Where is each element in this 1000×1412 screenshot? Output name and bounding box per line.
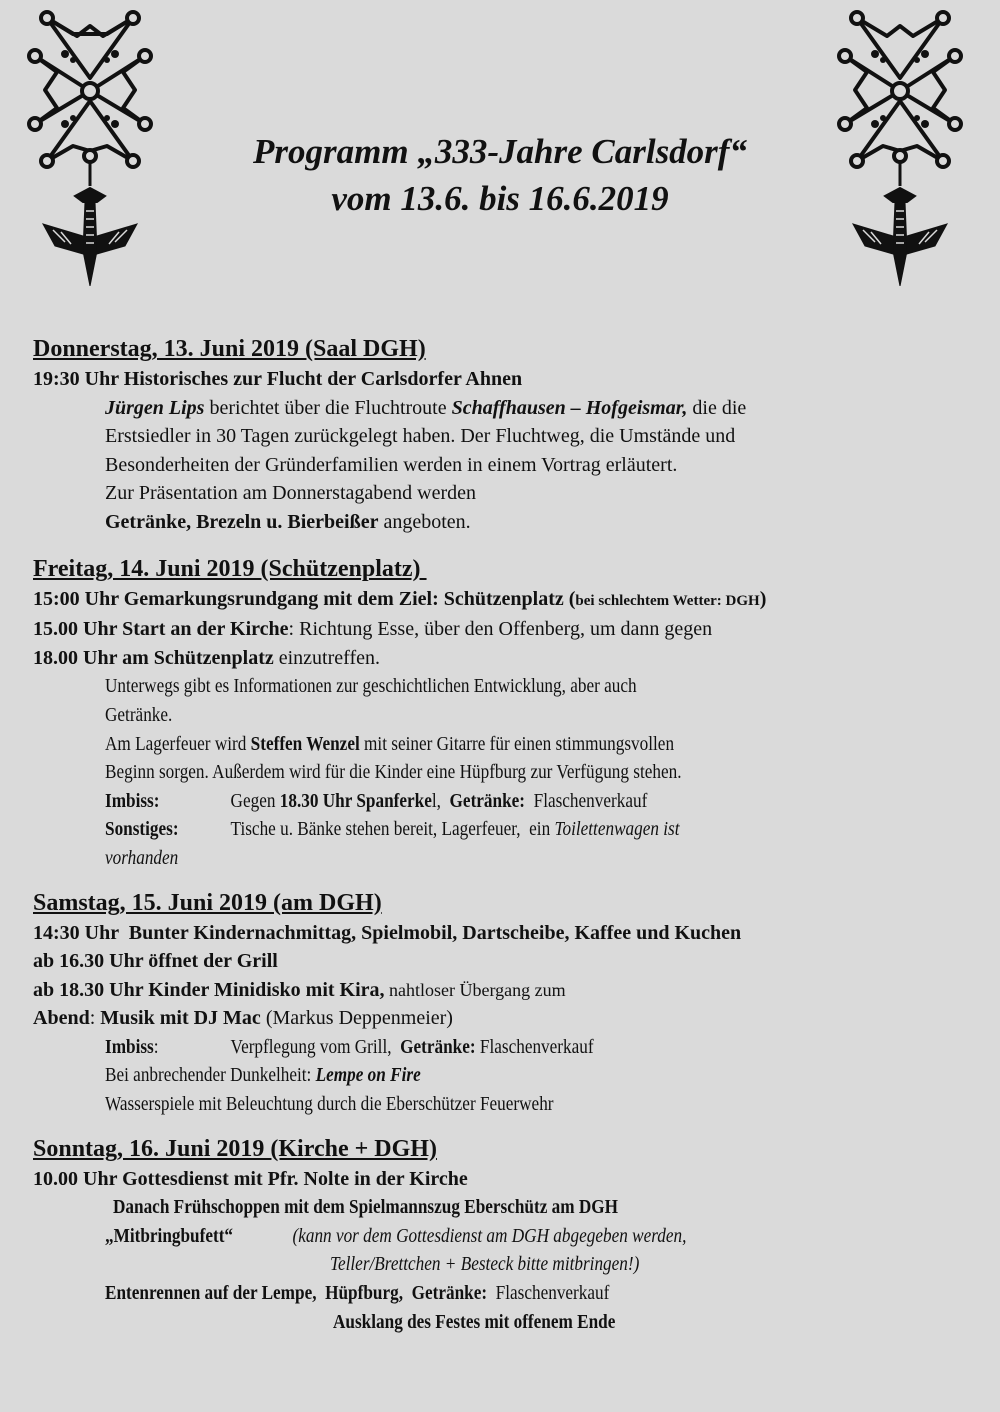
event-line: [105, 1279, 609, 1308]
event-line: Wasserspiele mit Beleuchtung durch die Eberschützer Feuerwehr: [105, 1093, 554, 1116]
text: 18.00 Uhr am Schützenplatz: [33, 646, 274, 669]
text: Entenrennen auf der Lempe, Hüpfburg, Getränke:: [105, 1282, 488, 1305]
text: die die: [687, 396, 747, 419]
text: Flaschenverkauf: [475, 1035, 594, 1058]
day-heading: Sonntag, 16. Juni 2019 (Kirche + DGH): [33, 1135, 437, 1162]
day-section-friday: [33, 553, 983, 873]
huguenot-cross-icon: [25, 6, 155, 286]
program-content: [33, 333, 983, 1336]
snack-line: [105, 787, 647, 816]
text: bei schlechtem Wetter: DGH: [575, 592, 760, 609]
title-line-2: vom 13.6. bis 16.6.2019: [331, 179, 669, 218]
event-line: [105, 1061, 421, 1090]
event-line: [33, 508, 983, 537]
text: :: [153, 1035, 159, 1058]
event-line: [33, 394, 983, 423]
text: Getränke, Brezeln u. Bierbeißer: [105, 510, 379, 533]
day-heading: Freitag, 14. Juni 2019 (Schützenplatz): [33, 555, 427, 582]
route: Schaffhausen – Hofgeismar,: [451, 396, 688, 419]
event-line: [33, 1004, 983, 1033]
page-title: [150, 128, 850, 222]
text: 18.30 Uhr Spanferke: [279, 789, 432, 812]
text: 15:00 Uhr Gemarkungsrundgang mit dem Ziel: Schützenplatz (: [33, 587, 576, 610]
text: Flaschenverkauf: [487, 1282, 610, 1305]
speaker-name: Jürgen Lips: [105, 396, 205, 419]
event-line: [33, 615, 983, 644]
event-line: Besonderheiten der Gründerfamilien werden in einem Vortrag erläutert.: [105, 453, 678, 476]
day-section-sunday: [33, 1133, 983, 1337]
label: Imbiss: [105, 1035, 154, 1058]
day-section-saturday: [33, 887, 983, 1119]
text: Am Lagerfeuer wird: [105, 732, 251, 755]
text: Musik mit DJ Mac: [100, 1007, 261, 1030]
text: (Markus Deppenmeier): [260, 1007, 453, 1030]
text: angeboten.: [378, 510, 471, 533]
performer-name: Steffen Wenzel: [250, 732, 360, 755]
event-line: Danach Frühschoppen mit dem Spielmannszug Eberschütz am DGH: [113, 1196, 619, 1219]
event-line: 19:30 Uhr Historisches zur Flucht der Carlsdorfer Ahnen: [33, 368, 523, 390]
misc-line: [105, 815, 680, 844]
event-line: Teller/Brettchen + Besteck bitte mitbringen!): [330, 1253, 640, 1276]
event-line: Zur Präsentation am Donnerstagabend werden: [105, 482, 476, 505]
event-line: Beginn sorgen. Außerdem wird für die Kinder eine Hüpfburg zur Verfügung stehen.: [105, 761, 682, 784]
text: Toilettenwagen ist: [554, 818, 680, 841]
text: (kann vor dem Gottesdienst am DGH abgegeben werden,: [292, 1224, 687, 1247]
event-line: 10.00 Uhr Gottesdienst mit Pfr. Nolte in der Kirche: [33, 1167, 468, 1190]
day-heading: Samstag, 15. Juni 2019 (am DGH): [33, 889, 382, 916]
event-line: Unterwegs gibt es Informationen zur geschichtlichen Entwicklung, aber auch: [105, 675, 637, 698]
event-line: [105, 1222, 686, 1251]
text: Abend: [33, 1007, 90, 1030]
text: Tische u. Bänke stehen bereit, Lagerfeuer, ein: [230, 818, 555, 841]
event-line: [105, 730, 674, 759]
label: Sonstiges:: [105, 818, 179, 841]
text: mit seiner Gitarre für einen stimmungsvollen: [359, 732, 675, 755]
text: ): [759, 587, 767, 610]
text: ab 18.30 Uhr Kinder Minidisko mit Kira,: [33, 978, 385, 1001]
event-line: [33, 585, 983, 616]
text: Getränke:: [449, 789, 526, 812]
text: Gegen: [230, 789, 280, 812]
text: Flaschenverkauf: [525, 789, 648, 812]
event-name: Lempe on Fire: [315, 1064, 421, 1087]
text: Getränke:: [400, 1035, 476, 1058]
event-line: [33, 644, 983, 673]
event-line: 14:30 Uhr Bunter Kindernachmittag, Spielmobil, Dartscheibe, Kaffee und Kuchen: [33, 921, 742, 944]
text: Bei anbrechender Dunkelheit:: [105, 1064, 316, 1087]
text: : Richtung Esse, über den Offenberg, um dann gegen: [288, 618, 713, 641]
snack-line: [105, 1033, 594, 1062]
event-line: ab 16.30 Uhr öffnet der Grill: [33, 950, 278, 973]
text: einzutreffen.: [273, 646, 380, 669]
day-section-thursday: [33, 333, 983, 537]
event-line: Getränke.: [105, 703, 173, 726]
label: „Mitbringbufett“: [105, 1224, 234, 1247]
text: berichtet über die Fluchtroute: [204, 396, 452, 419]
text: nahtloser Übergang zum: [384, 979, 566, 1000]
event-line: Erstsiedler in 30 Tagen zurückgelegt haben. Der Fluchtweg, die Umstände und: [105, 425, 736, 448]
text: Verpflegung vom Grill,: [230, 1035, 401, 1058]
text: l,: [431, 789, 450, 812]
text: 15.00 Uhr Start an der Kirche: [33, 618, 289, 641]
event-line: [33, 976, 983, 1005]
event-line: Ausklang des Festes mit offenem Ende: [333, 1310, 616, 1333]
huguenot-cross-icon: [835, 6, 965, 286]
day-heading: Donnerstag, 13. Juni 2019 (Saal DGH): [33, 336, 426, 362]
label: Imbiss:: [105, 789, 160, 812]
title-line-1: Programm „333-Jahre Carlsdorf“: [253, 132, 747, 171]
text: :: [89, 1007, 101, 1030]
misc-line: vorhanden: [105, 846, 179, 869]
